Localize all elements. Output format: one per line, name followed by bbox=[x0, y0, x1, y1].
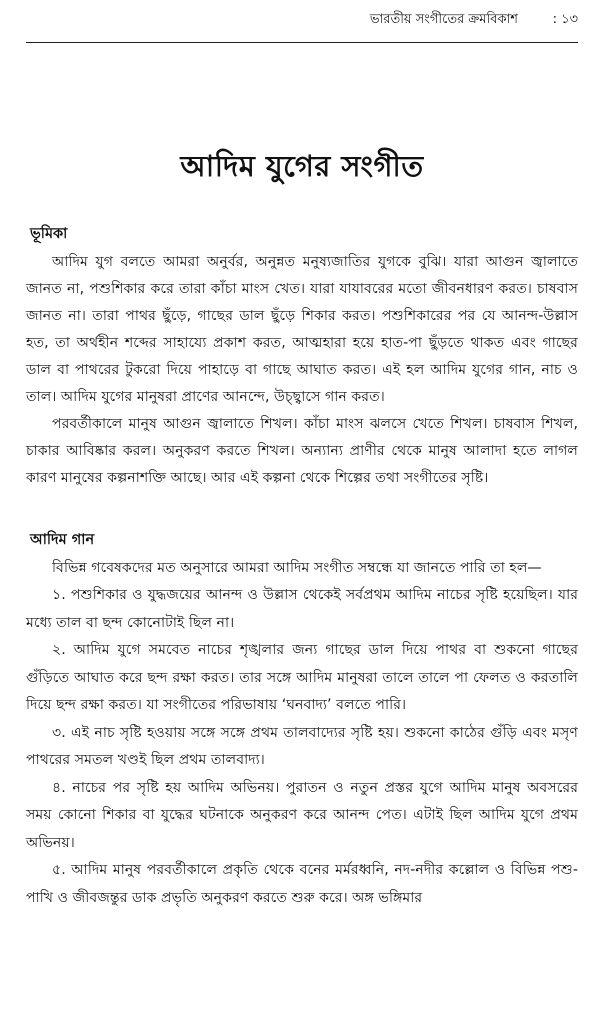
list-item: ৩. এই নাচ সৃষ্টি হওয়ায় সঙ্গে সঙ্গে প্রথম তালবাদ্যের সৃষ্টি হয়। শুকনো কাঠের গুঁড়ি এবং মসৃণ পাথরের সমতল খণ্ডই ছিল প্রথম তালবাদ্য। bbox=[26, 724, 578, 768]
chapter-title: আদিম যুগের সংগীত bbox=[180, 149, 424, 183]
running-title: ভারতীয় সংগীতের ক্রমবিকাশ bbox=[369, 12, 518, 27]
section-heading: আদিম গান bbox=[30, 532, 95, 548]
list-item: ২. আদিম যুগে সমবেত নাচের শৃঙ্খলার জন্য গাছের ডাল দিয়ে পাথর বা শুকনো গাছের গুঁড়িতে আঘাত করে ছন্দ রক্ষা করত। তার সঙ্গে আদিম মানুষরা তালে তালে পা ফেলত ও করতালি দিয়ে ছন্দ রক্ষা করত। যা সংগীতের পরিভাষায় ‘ঘনবাদ্য’ বলতে পারি। bbox=[26, 642, 578, 713]
list-item: ৫. আদিম মানুষ পরবর্তীকালে প্রকৃতি থেকে বনের মর্মরধ্বনি, নদ-নদীর কল্লোল ও বিভিন্ন পশু-পাখি ও জীবজন্তুর ডাক প্রভৃতি অনুকরণ করতে শুরু করে। অঙ্গ ভঙ্গিমার bbox=[26, 862, 578, 906]
paragraph: আদিম যুগ বলতে আমরা অনুর্বর, অনুন্নত মনুষ্যজাতির যুগকে বুঝি। যারা আগুন জ্বালাতে জানত না, পশুশিকার করে তারা কাঁচা মাংস খেত। যারা যাযাবরের মতো জীবনধারণ করত। চাষবাস জানত না। তারা পাথর ছুঁড়ে, গাছের ডাল ছুঁড়ে শিকার করত। পশুশিকারের পর যে আনন্দ-উল্লাস হত, তা অর্থহীন শব্দের সাহায্যে প্রকাশ করত, আত্মহারা হয়ে হাত-পা ছুঁড়তে থাকত এবং গাছের ডাল বা পাথরের টুকরো দিয়ে পাহাড়ে বা গাছে আঘাত করত। এই হল আদিম যুগের গান, নাচ ও তাল। আদিম যুগের মানুষরা প্রাণের আনন্দে, উচ্ছ্বাসে গান করত। bbox=[26, 254, 578, 405]
section-primitive-song bbox=[26, 529, 578, 912]
list-item: ১. পশুশিকার ও যুদ্ধজয়ের আনন্দ ও উল্লাস থেকেই সর্বপ্রথম আদিম নাচের সৃষ্টি হয়েছিল। যার মধ্যে তাল বা ছন্দ কোনোটাই ছিল না। bbox=[26, 587, 578, 631]
page-number: : ১৩ bbox=[552, 12, 578, 27]
section-heading: ভূমিকা bbox=[30, 226, 68, 242]
paragraph: বিভিন্ন গবেষকদের মত অনুসারে আমরা আদিম সংগীত সম্বন্ধে যা জানতে পারি তা হল— bbox=[52, 560, 542, 576]
section-spacer bbox=[26, 492, 578, 529]
list-item: ৪. নাচের পর সৃষ্টি হয় আদিম অভিনয়। পুরাতন ও নতুন প্রস্তর যুগে আদিম মানুষ অবসরের সময় কোনো শিকার বা যুদ্ধের ঘটনাকে অনুকরণ করে আনন্দ পেত। এটাই ছিল আদিম যুগে প্রথম অভিনয়। bbox=[26, 779, 578, 851]
section-introduction bbox=[26, 223, 578, 492]
paragraph: পরবর্তীকালে মানুষ আগুন জ্বালাতে শিখল। কাঁচা মাংস ঝলসে খেতে শিখল। চাষবাস শিখল, চাকার আবিষ্কার করল। অনুকরণ করতে শিখল। অন্যান্য প্রাণীর থেকে মানুষ আলাদা হতে লাগল কারণ মানুষের কল্পনাশক্তি আছে। আর এই কল্পনা থেকে শিল্পের তথা সংগীতের সৃষ্টি। bbox=[26, 416, 578, 486]
running-header bbox=[26, 0, 578, 43]
